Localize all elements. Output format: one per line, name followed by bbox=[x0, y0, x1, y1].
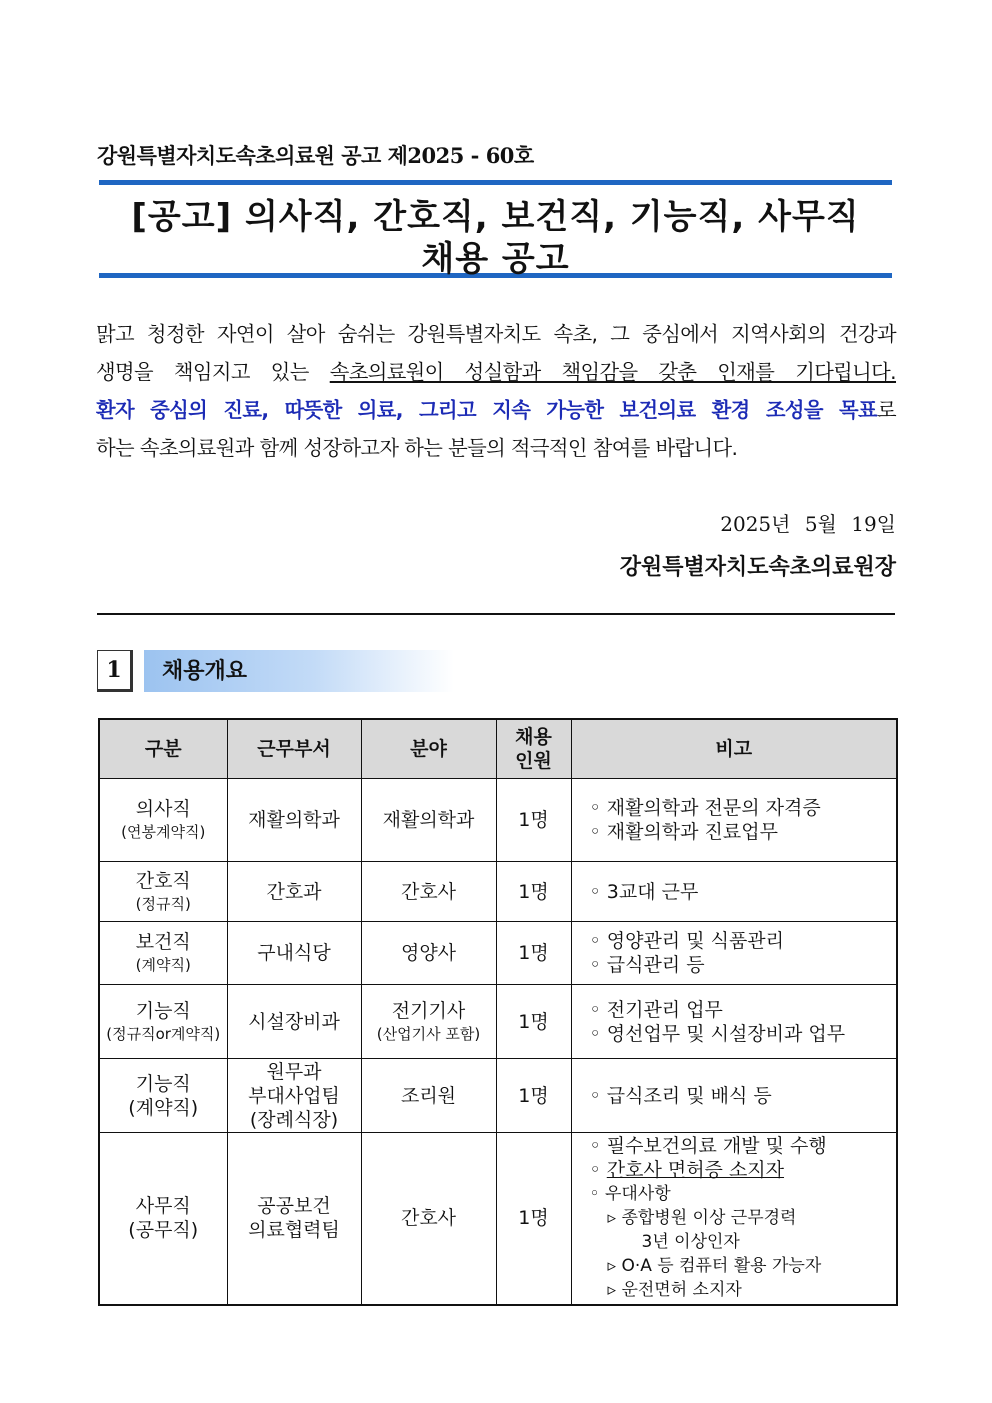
issuer: 강원특별자치도속초의료원장 bbox=[619, 554, 896, 580]
cell-remarks bbox=[571, 779, 897, 862]
category-sub: (계약직) bbox=[135, 956, 191, 974]
cell-remarks bbox=[571, 1059, 897, 1133]
category-sub: (정규직) bbox=[135, 894, 191, 913]
intro-paragraph bbox=[96, 315, 896, 467]
table-row bbox=[99, 1059, 897, 1133]
department-line: (장례식장) bbox=[249, 1108, 339, 1131]
cell-field bbox=[361, 985, 496, 1059]
field-sub: (산업기사 포함) bbox=[376, 1024, 481, 1043]
title-line-2: 채용 공고 bbox=[421, 239, 570, 279]
intro-line-2-underlined: 속초의료원이 성실함과 책임감을 갖춘 인재를 기다립니다. bbox=[329, 360, 897, 384]
cell-count: 1명 bbox=[496, 862, 571, 922]
cell-category bbox=[99, 1133, 227, 1305]
preference-item: ▹ 종합병원 이상 근무경력 bbox=[590, 1206, 897, 1230]
category-label: 간호직 bbox=[135, 869, 191, 892]
category-label: 의사직 bbox=[135, 798, 191, 820]
department-line: 부대사업팀 bbox=[248, 1084, 340, 1107]
remark-item: ◦ 급식관리 등 bbox=[590, 953, 897, 977]
remark-item: ◦ 필수보건의료 개발 및 수행 bbox=[590, 1134, 897, 1158]
category-label: 기능직 bbox=[135, 1072, 191, 1095]
cell-count: 1명 bbox=[496, 985, 571, 1059]
cell-department bbox=[227, 1059, 361, 1133]
remark-item: ◦ 영양관리 및 식품관리 bbox=[590, 929, 897, 953]
table-row bbox=[99, 985, 897, 1059]
header-count bbox=[496, 719, 571, 779]
cell-field: 간호사 bbox=[361, 862, 496, 922]
header-remarks: 비고 bbox=[571, 719, 897, 779]
department-line: 공공보건 bbox=[257, 1195, 331, 1218]
intro-line-3-tail: 로 bbox=[877, 398, 896, 422]
cell-field: 영양사 bbox=[361, 922, 496, 985]
cell-department: 시설장비과 bbox=[227, 985, 361, 1059]
remark-item: ◦ 재활의학과 전문의 자격증 bbox=[590, 796, 897, 820]
remark-item bbox=[590, 1158, 897, 1182]
preference-item: ▹ 운전면허 소지자 bbox=[590, 1278, 897, 1302]
header-count-l2: 인원 bbox=[515, 750, 552, 772]
cell-remarks bbox=[571, 1133, 897, 1305]
cell-department: 구내식당 bbox=[227, 922, 361, 985]
notice-date: 2025년 5월 19일 bbox=[720, 512, 896, 536]
remark-item: ◦ 영선업무 및 시설장비과 업무 bbox=[590, 1022, 897, 1046]
category-sub: (공무직) bbox=[128, 1219, 199, 1242]
cell-department bbox=[227, 1133, 361, 1305]
intro-line-1: 맑고 청정한 자연이 살아 숨쉬는 강원특별자치도 속초, 그 중심에서 지역사회의 건강과 bbox=[96, 322, 896, 346]
intro-line-4: 하는 속초의료원과 함께 성장하고자 하는 분들의 적극적인 참여를 바랍니다. bbox=[96, 436, 738, 460]
department-line: 의료협력팀 bbox=[248, 1219, 340, 1242]
remark-item: ◦ 급식조리 및 배식 등 bbox=[590, 1084, 897, 1108]
category-label: 기능직 bbox=[135, 999, 191, 1022]
intro-line-3-highlight: 환자 중심의 진료, 따뜻한 의료, 그리고 지속 가능한 보건의료 환경 조성을 목표 bbox=[96, 398, 877, 422]
cell-remarks bbox=[571, 922, 897, 985]
field-label: 전기기사 bbox=[391, 999, 466, 1022]
category-label: 사무직 bbox=[135, 1195, 191, 1218]
cell-department: 재활의학과 bbox=[227, 779, 361, 862]
table-row bbox=[99, 779, 897, 862]
header-department: 근무부서 bbox=[227, 719, 361, 779]
cell-count: 1명 bbox=[496, 1059, 571, 1133]
department-line: 원무과 bbox=[266, 1060, 322, 1083]
table-header-row bbox=[99, 719, 897, 779]
category-sub: (계약직) bbox=[128, 1096, 199, 1119]
remark-item-underlined: 간호사 면허증 소지자 bbox=[606, 1159, 785, 1182]
header-count-l1: 채용 bbox=[515, 726, 552, 748]
cell-field: 조리원 bbox=[361, 1059, 496, 1133]
cell-field: 간호사 bbox=[361, 1133, 496, 1305]
category-label: 보건직 bbox=[135, 931, 191, 953]
intro-line-2-plain: 생명을 책임지고 있는 bbox=[96, 360, 330, 384]
cell-category bbox=[99, 985, 227, 1059]
header-field: 분야 bbox=[361, 719, 496, 779]
preference-item: ▹ O·A 등 컴퓨터 활용 가능자 bbox=[590, 1254, 897, 1278]
remark-item: ◦ 3교대 근무 bbox=[590, 880, 897, 904]
cell-count: 1명 bbox=[496, 922, 571, 985]
cell-department: 간호과 bbox=[227, 862, 361, 922]
divider bbox=[97, 613, 895, 615]
notice-number: 강원특별자치도속초의료원 공고 제2025 - 60호 bbox=[97, 143, 534, 168]
cell-category bbox=[99, 1059, 227, 1133]
remark-item: ◦ 전기관리 업무 bbox=[590, 998, 897, 1022]
title-box bbox=[99, 180, 892, 278]
cell-remarks bbox=[571, 862, 897, 922]
cell-category bbox=[99, 922, 227, 985]
section-number: 1 bbox=[97, 650, 133, 692]
remark-item: ◦ 재활의학과 진료업무 bbox=[590, 820, 897, 844]
remark-item: ◦ 우대사항 bbox=[590, 1182, 897, 1206]
cell-category bbox=[99, 862, 227, 922]
cell-field: 재활의학과 bbox=[361, 779, 496, 862]
preference-item-cont: 3년 이상인자 bbox=[641, 1232, 740, 1253]
table-row bbox=[99, 1133, 897, 1305]
title-line-1: [공고] 의사직, 간호직, 보건직, 기능직, 사무직 bbox=[131, 197, 860, 237]
cell-count: 1명 bbox=[496, 1133, 571, 1305]
cell-remarks bbox=[571, 985, 897, 1059]
intro-line-3 bbox=[96, 391, 896, 429]
header-category: 구분 bbox=[99, 719, 227, 779]
category-sub: (연봉계약직) bbox=[121, 823, 206, 841]
table-row bbox=[99, 862, 897, 922]
table-row bbox=[99, 922, 897, 985]
category-sub: (정규직or계약직) bbox=[106, 1024, 221, 1043]
cell-category bbox=[99, 779, 227, 862]
intro-line-2 bbox=[96, 353, 896, 391]
recruitment-table bbox=[98, 718, 898, 1306]
section-title: 채용개요 bbox=[144, 650, 454, 692]
cell-count: 1명 bbox=[496, 779, 571, 862]
